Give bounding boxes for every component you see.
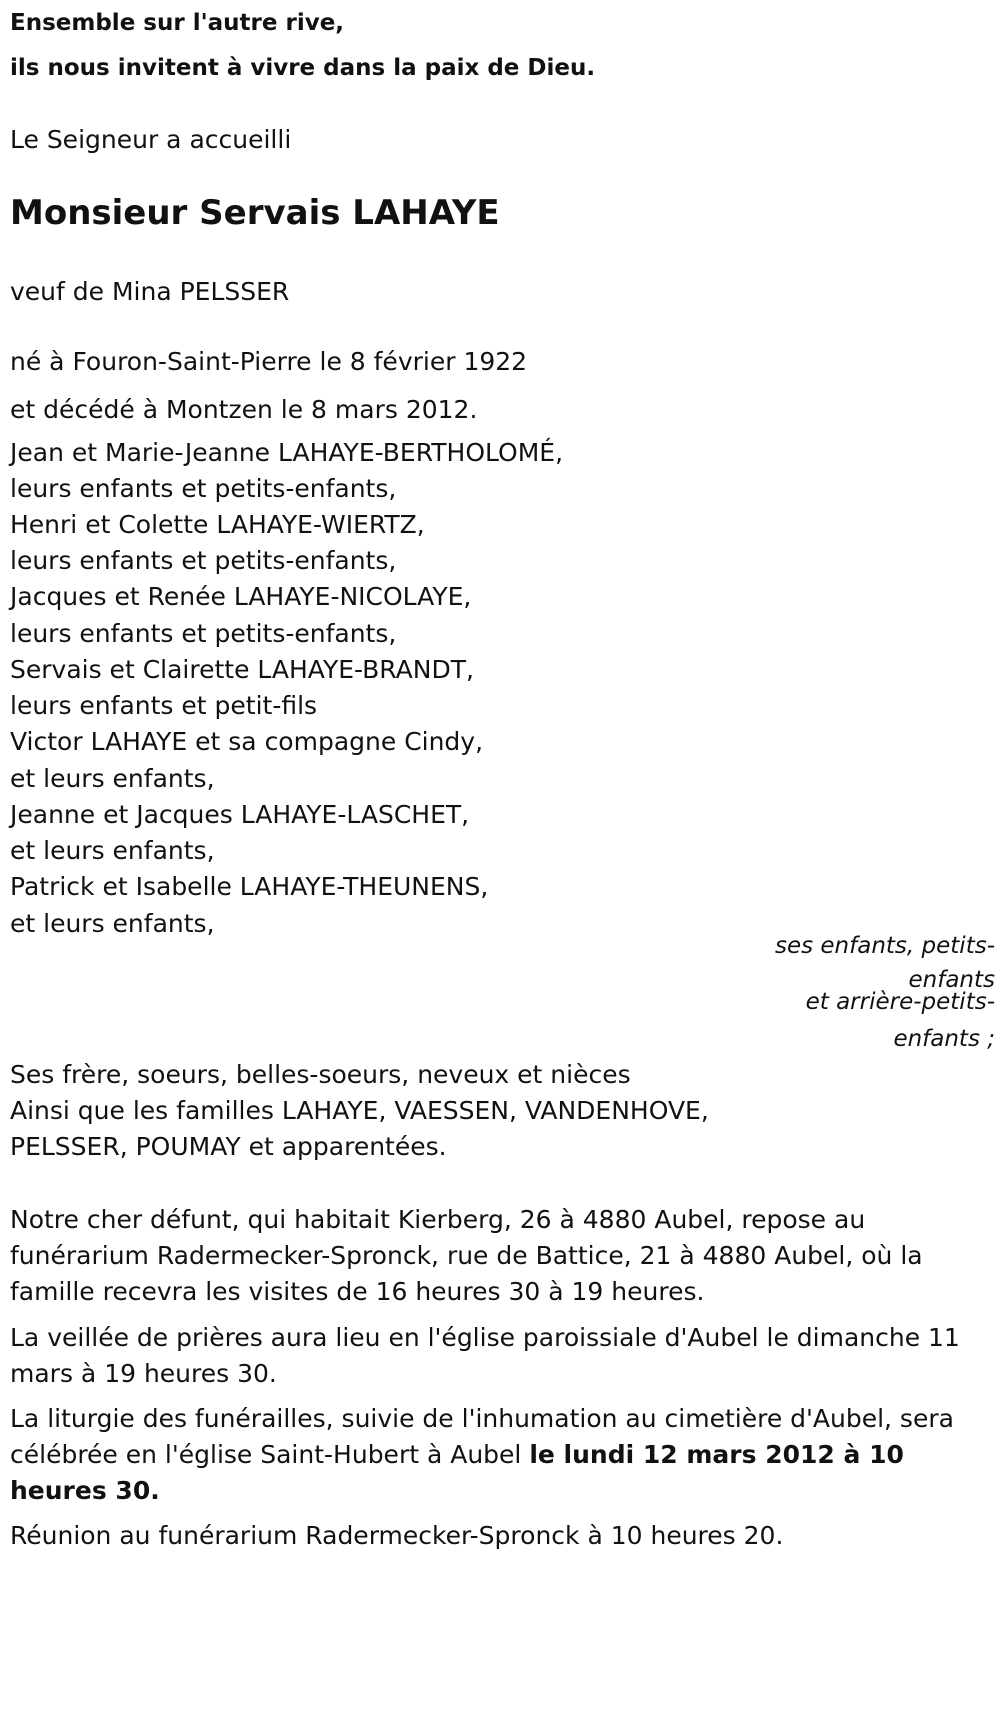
- signature-line: enfants: [908, 967, 995, 993]
- relatives-line: Ainsi que les familles LAHAYE, VAESSEN, VANDENHOVE,: [10, 1096, 709, 1125]
- death-line: et décédé à Montzen le 8 mars 2012.: [10, 395, 478, 424]
- visit-paragraph: Notre cher défunt, qui habitait Kierberg, 26 à 4880 Aubel, repose au funérarium Radermecker-Spronck, rue de Battice, 21 à 4880 Aubel, où la famille recevra les visites de 16 heures 30 à 19 heures.: [10, 1205, 923, 1306]
- relatives-line: PELSSER, POUMAY et apparentées.: [10, 1132, 447, 1161]
- funeral-text: La liturgie des funérailles, suivie de l'inhumation au cimetière d'Aubel, sera célébrée en l'église Saint-Hubert à Aubel: [10, 1404, 954, 1469]
- family-line: Henri et Colette LAHAYE-WIERTZ,: [10, 510, 425, 539]
- funeral-date: le lundi 12 mars 2012 à 10 heures 30.: [10, 1440, 904, 1505]
- signature-line: et arrière-petits-: [805, 989, 995, 1015]
- header-line-2: ils nous invitent à vivre dans la paix de Dieu.: [10, 55, 596, 81]
- signature-line: enfants ;: [893, 1026, 995, 1052]
- family-line: Jeanne et Jacques LAHAYE-LASCHET,: [10, 800, 470, 829]
- family-line: Jean et Marie-Jeanne LAHAYE-BERTHOLOMÉ,: [10, 438, 564, 467]
- vigil-paragraph: La veillée de prières aura lieu en l'église paroissiale d'Aubel le dimanche 11 mars à 19 heures 30.: [10, 1323, 960, 1388]
- family-line: et leurs enfants,: [10, 764, 215, 793]
- family-line: leurs enfants et petit-fils: [10, 691, 318, 720]
- intro-text: Le Seigneur a accueilli: [10, 125, 292, 154]
- deceased-name: Monsieur Servais LAHAYE: [10, 193, 500, 233]
- widower-of: veuf de Mina PELSSER: [10, 277, 290, 306]
- family-line: Victor LAHAYE et sa compagne Cindy,: [10, 727, 484, 756]
- family-line: leurs enfants et petits-enfants,: [10, 474, 397, 503]
- relatives-line: Ses frère, soeurs, belles-soeurs, neveux et nièces: [10, 1060, 631, 1089]
- birth-line: né à Fouron-Saint-Pierre le 8 février 1922: [10, 347, 528, 376]
- family-line: leurs enfants et petits-enfants,: [10, 546, 397, 575]
- family-line: et leurs enfants,: [10, 836, 215, 865]
- family-line: et leurs enfants,: [10, 909, 215, 938]
- header-line-1: Ensemble sur l'autre rive,: [10, 10, 345, 36]
- signature-line: ses enfants, petits-: [774, 933, 995, 959]
- family-line: Servais et Clairette LAHAYE-BRANDT,: [10, 655, 474, 684]
- family-line: Jacques et Renée LAHAYE-NICOLAYE,: [10, 582, 472, 611]
- family-line: leurs enfants et petits-enfants,: [10, 619, 397, 648]
- family-line: Patrick et Isabelle LAHAYE-THEUNENS,: [10, 872, 489, 901]
- funeral-paragraph: [10, 1401, 980, 1509]
- meeting-paragraph: Réunion au funérarium Radermecker-Spronck à 10 heures 20.: [10, 1521, 784, 1550]
